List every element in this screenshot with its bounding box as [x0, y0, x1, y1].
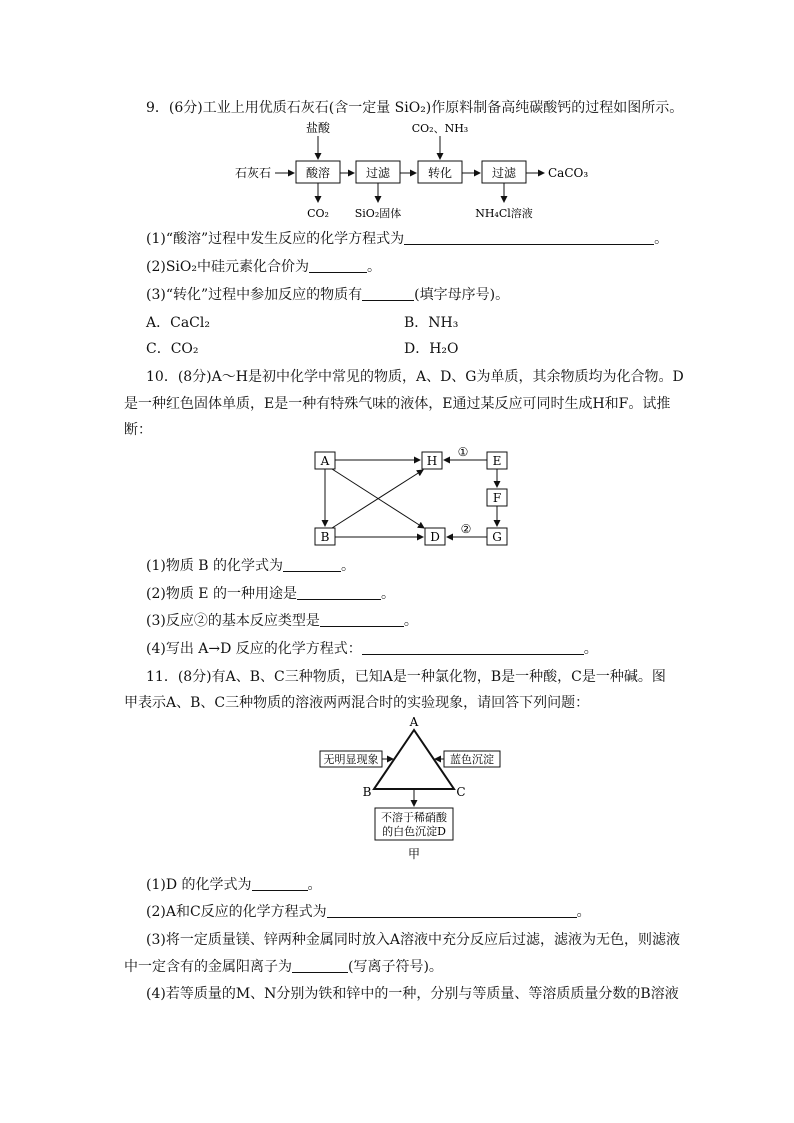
- q10-stem-line1: 10．(8分)A～H是初中化学中常见的物质，A、D、G为单质，其余物质均为化合物。D: [146, 369, 684, 385]
- flow-bottom-output-3: NH₄Cl溶液: [475, 207, 533, 220]
- answer-blank[interactable]: [362, 286, 414, 301]
- answer-blank[interactable]: [292, 958, 348, 973]
- q10-part3: (3)反应②的基本反应类型是 。: [146, 613, 418, 629]
- q9-option-c[interactable]: C．CO₂: [146, 341, 199, 357]
- q9-part2: (2)SiO₂中硅元素化合价为 。: [146, 259, 381, 275]
- q11-stem-line2: 甲表示A、B、C三种物质的溶液两两混合时的实验现象，请回答下列问题：: [124, 695, 590, 711]
- node-label: F: [492, 491, 502, 505]
- q11-part3-line1: (3)将一定质量镁、锌两种金属同时放入A溶液中充分反应后过滤，滤液为无色，则滤液: [146, 932, 680, 948]
- q10-part4: (4)写出 A→D 反应的化学方程式： 。: [146, 641, 598, 657]
- answer-blank[interactable]: [309, 258, 367, 273]
- q9-stem: 9．(6分)工业上用优质石灰石(含一定量 SiO₂)作原料制备高纯碳酸钙的过程如图所示。: [146, 100, 684, 116]
- q10-stem-line2: 是一种红色固体单质，E是一种有特殊气味的液体，E通过某反应可同时生成H和F。试推: [124, 396, 671, 412]
- reaction-mark-1: ①: [457, 445, 469, 459]
- flow-bottom-output-1: CO₂: [307, 207, 329, 220]
- flow-bottom-output-2: SiO₂固体: [354, 207, 402, 220]
- answer-blank[interactable]: [404, 230, 654, 245]
- vertex-b: B: [362, 785, 372, 799]
- node-label: E: [492, 454, 502, 468]
- q11-part3-line2: 中一定含有的金属阳离子为 (写离子符号)。: [124, 959, 443, 975]
- q11-part1: (1)D 的化学式为 。: [146, 877, 322, 893]
- answer-blank[interactable]: [362, 640, 584, 655]
- q9-part3: (3)“转化”过程中参加反应的物质有 (填字母序号)。: [146, 287, 510, 303]
- answer-blank[interactable]: [283, 557, 341, 572]
- q10-stem-line3: 断：: [124, 422, 152, 438]
- answer-blank[interactable]: [252, 876, 308, 891]
- node-label: A: [320, 454, 330, 468]
- q9-flow-diagram: [230, 118, 600, 223]
- node-label: H: [426, 454, 438, 468]
- q9-option-b[interactable]: B．NH₃: [404, 315, 459, 331]
- flow-input-label: 石灰石: [235, 166, 272, 180]
- answer-blank[interactable]: [297, 585, 381, 600]
- flow-step-label: 过滤: [491, 166, 517, 180]
- flow-step-label: 过滤: [365, 166, 391, 180]
- reaction-mark-2: ②: [460, 522, 472, 536]
- figure-caption: 甲: [407, 847, 421, 861]
- vertex-c: C: [456, 785, 466, 799]
- q11-part2: (2)A和C反应的化学方程式为 。: [146, 904, 591, 920]
- q9-option-d[interactable]: D．H₂O: [404, 341, 459, 357]
- bottom-observation-line1: 不溶于稀硝酸: [381, 811, 447, 824]
- q9-part1: (1)“酸溶”过程中发生反应的化学方程式为 。: [146, 231, 669, 247]
- node-label: G: [492, 530, 502, 544]
- flow-top-input-1: 盐酸: [305, 121, 331, 135]
- left-observation: 无明显现象: [323, 753, 379, 766]
- q10-part2: (2)物质 E 的一种用途是 。: [146, 586, 395, 602]
- flow-output-label: CaCO₃: [548, 166, 589, 180]
- answer-blank[interactable]: [327, 903, 577, 918]
- right-observation: 蓝色沉淀: [450, 753, 494, 766]
- vertex-a: A: [409, 715, 419, 729]
- q11-triangle-diagram: [315, 714, 505, 864]
- node-label: D: [430, 530, 440, 544]
- flow-step-label: 酸溶: [305, 166, 331, 180]
- flow-step-label: 转化: [427, 166, 453, 180]
- answer-blank[interactable]: [320, 612, 404, 627]
- node-label: B: [320, 530, 330, 544]
- bottom-observation-line2: 的白色沉淀D: [382, 825, 446, 838]
- q9-option-a[interactable]: A．CaCl₂: [146, 315, 210, 331]
- flow-top-input-2: CO₂、NH₃: [411, 122, 469, 135]
- q10-part1: (1)物质 B 的化学式为 。: [146, 558, 356, 574]
- q11-part4: (4)若等质量的M、N分别为铁和锌中的一种，分别与等质量、等溶质质量分数的B溶液: [146, 986, 679, 1002]
- q10-relation-diagram: [300, 440, 530, 555]
- q11-stem-line1: 11．(8分)有A、B、C三种物质，已知A是一种氯化物，B是一种酸，C是一种碱。图: [146, 669, 666, 685]
